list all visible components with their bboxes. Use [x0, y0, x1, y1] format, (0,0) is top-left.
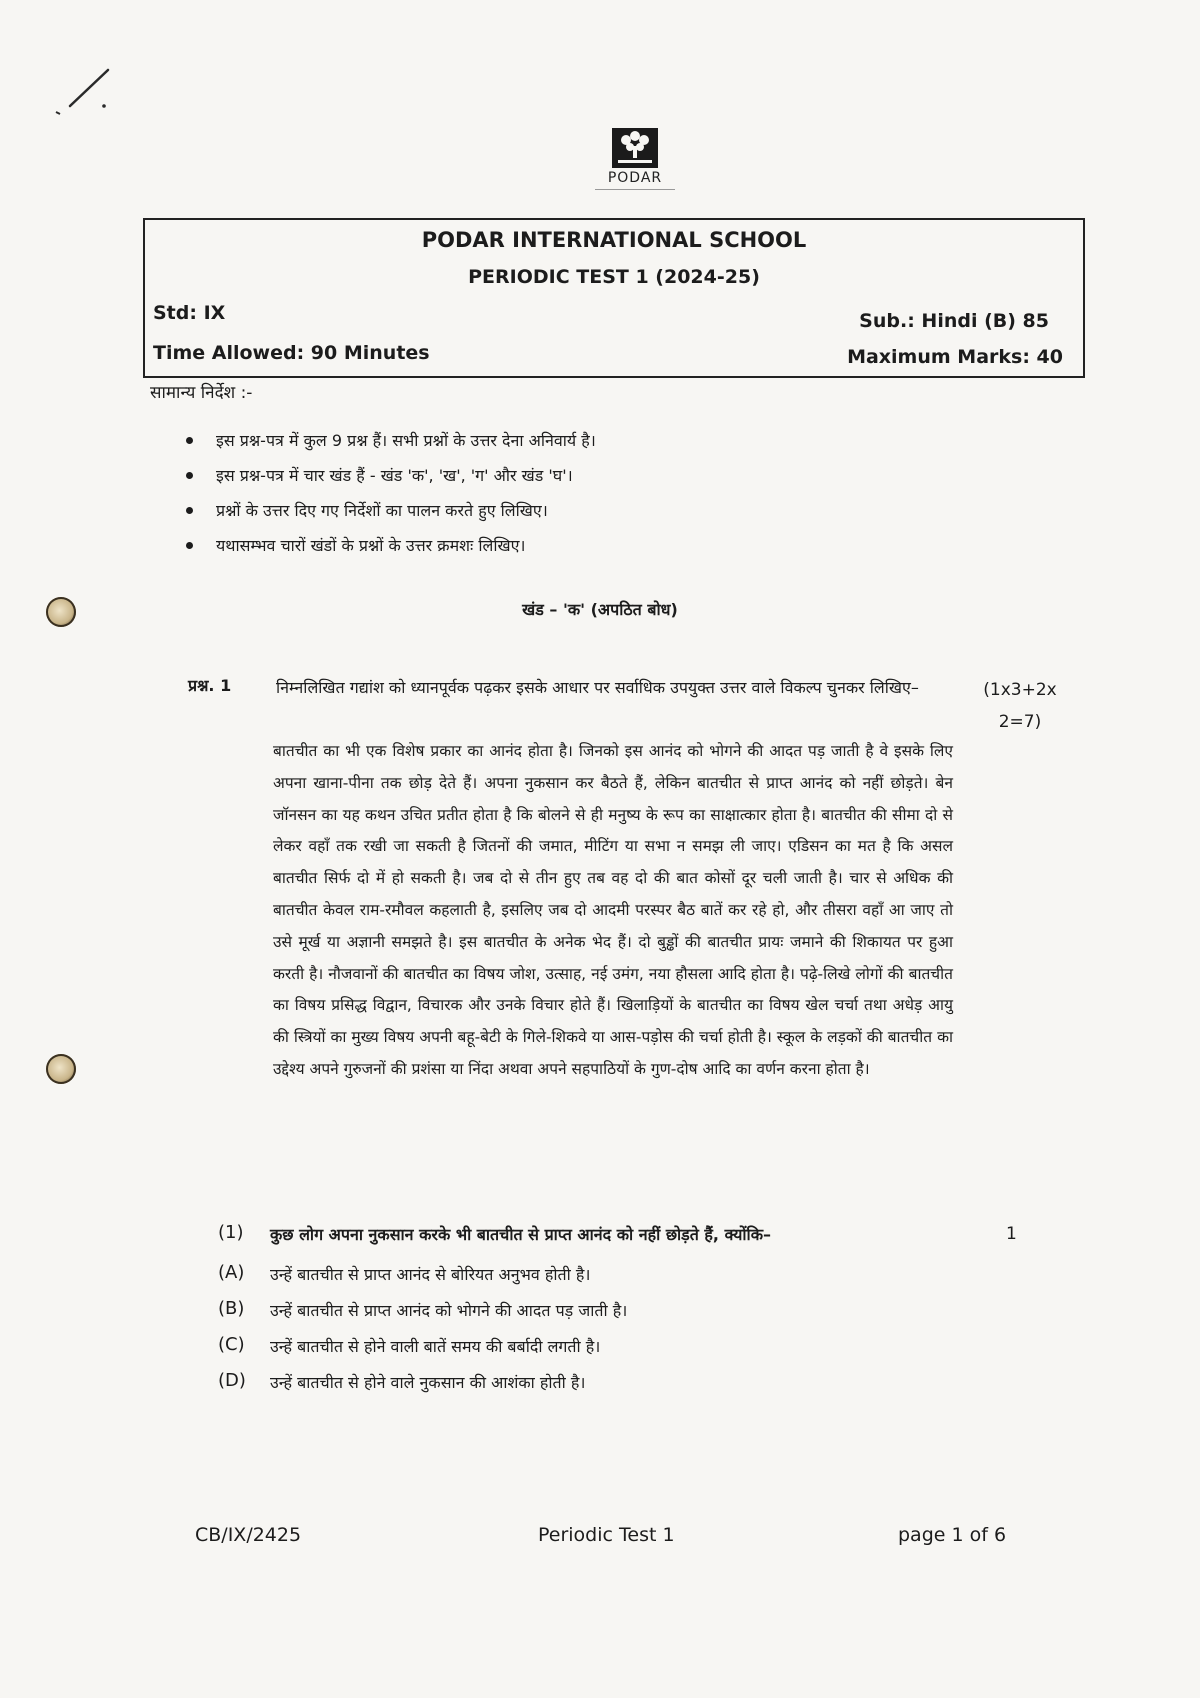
option-label: (A) — [218, 1262, 245, 1283]
instruction-item: इस प्रश्न-पत्र में कुल 9 प्रश्न हैं। सभी प्रश्नों के उत्तर देना अनिवार्य है। — [180, 428, 940, 463]
question-marks-line2: 2=7) — [998, 712, 1042, 732]
footer-test-name: Periodic Test 1 — [538, 1524, 675, 1546]
option-text: उन्हें बातचीत से प्राप्त आनंद से बोरियत अनुभव होती है। — [270, 1265, 591, 1284]
test-name: PERIODIC TEST 1 (2024-25) — [468, 266, 760, 288]
question-instruction: निम्नलिखित गद्यांश को ध्यानपूर्वक पढ़कर इसके आधार पर सर्वाधिक उपयुक्त उत्तर वाले विकल्प चुनकर लिखिए– — [276, 678, 919, 697]
school-name: PODAR INTERNATIONAL SCHOOL — [421, 228, 807, 252]
general-instructions-heading: सामान्य निर्देश :- — [150, 383, 253, 403]
footer-page-number: page 1 of 6 — [898, 1524, 1007, 1546]
sub-question-marks: 1 — [1006, 1224, 1017, 1244]
header-box — [143, 218, 1085, 378]
instruction-item: यथासम्भव चारों खंडों के प्रश्नों के उत्तर क्रमशः लिखिए। — [180, 533, 940, 568]
logo-underline — [595, 189, 675, 190]
subject-label: Sub.: Hindi (B) 85 — [859, 310, 1049, 332]
standard-label: Std: IX — [153, 302, 226, 324]
option-label: (B) — [218, 1298, 245, 1319]
question-marks — [975, 674, 1065, 738]
time-allowed: Time Allowed: 90 Minutes — [153, 342, 430, 364]
instruction-item: इस प्रश्न-पत्र में चार खंड हैं - खंड 'क', 'ख', 'ग' और खंड 'घ'। — [180, 463, 940, 498]
option-text: उन्हें बातचीत से होने वाली बातें समय की बर्बादी लगती है। — [270, 1337, 601, 1356]
option-label: (D) — [218, 1370, 246, 1391]
footer-code: CB/IX/2425 — [195, 1524, 302, 1546]
instructions-list — [180, 428, 940, 568]
option-text: उन्हें बातचीत से होने वाले नुकसान की आशंका होती है। — [270, 1373, 586, 1392]
option-text: उन्हें बातचीत से प्राप्त आनंद को भोगने की आदत पड़ जाती है। — [270, 1301, 628, 1320]
tree-logo-icon — [612, 128, 658, 168]
question-number: प्रश्न. 1 — [188, 676, 232, 695]
sub-question-text: कुछ लोग अपना नुकसान करके भी बातचीत से प्राप्त आनंद को नहीं छोड़ते हैं, क्योंकि– — [270, 1225, 771, 1244]
question-marks-line1: (1x3+2x — [983, 680, 1057, 700]
punch-hole-bottom — [46, 1054, 76, 1084]
unseen-passage: बातचीत का भी एक विशेष प्रकार का आनंद होता है। जिनको इस आनंद को भोगने की आदत पड़ जाती है वे इसके लिए अपना खाना-पीना तक छोड़ देते हैं। अपना नुकसान कर बैठते हैं, लेकिन बातचीत से प्राप्त आनंद को नहीं छोड़ते। बेन जॉनसन का यह कथन उचित प्रतीत होता है कि बोलने से ही मनुष्य के रूप का साक्षात्कार होता है। बातचीत की सीमा दो से लेकर वहाँ तक रखी जा सकती है जितनों की जमात, मीटिंग या सभा न समझ ली जाए। एडिसन का मत है कि असल बातचीत सिर्फ दो में हो सकती है। जब दो से तीन हुए तब वह दो की बात कोसों दूर चली जाती है। चार से अधिक की बातचीत केवल राम-रमौवल कहलाती है, इसलिए जब दो आदमी परस्पर बैठ बातें कर रहे हो, और तीसरा वहाँ आ जाए तो उसे मूर्ख या अज्ञानी समझते है। इस बातचीत के अनेक भेद हैं। दो बुड्ढों की बातचीत प्रायः जमाने की शिकायत पर हुआ करती है। नौजवानों की बातचीत का विषय जोश, उत्साह, नई उमंग, नया हौसला आदि होता है। पढ़े-लिखे लोगों की बातचीत का विषय प्रसिद्ध विद्वान, विचारक और उनके विचार होते हैं। खिलाड़ियों के बातचीत का विषय खेल चर्चा तथा अधेड़ आयु की स्त्रियों का मुख्य विषय अपनी बहू-बेटी के गिले-शिकवे या आस-पड़ोस की चर्चा होती है। स्कूल के लड़कों की बातचीत का उद्देश्य अपने गुरुजनों की प्रशंसा या निंदा अथवा अपने सहपाठियों के गुण-दोष आदि का वर्णन करना होता है। — [273, 742, 953, 1078]
pen-mark — [48, 62, 118, 122]
logo-text: PODAR — [607, 170, 663, 186]
instruction-item: प्रश्नों के उत्तर दिए गए निर्देशों का पालन करते हुए लिखिए। — [180, 498, 940, 533]
sub-question-label: (1) — [218, 1222, 244, 1243]
section-heading: खंड – 'क' (अपठित बोध) — [522, 600, 678, 619]
option-label: (C) — [218, 1334, 245, 1355]
school-logo — [580, 128, 690, 190]
maximum-marks: Maximum Marks: 40 — [847, 346, 1063, 368]
